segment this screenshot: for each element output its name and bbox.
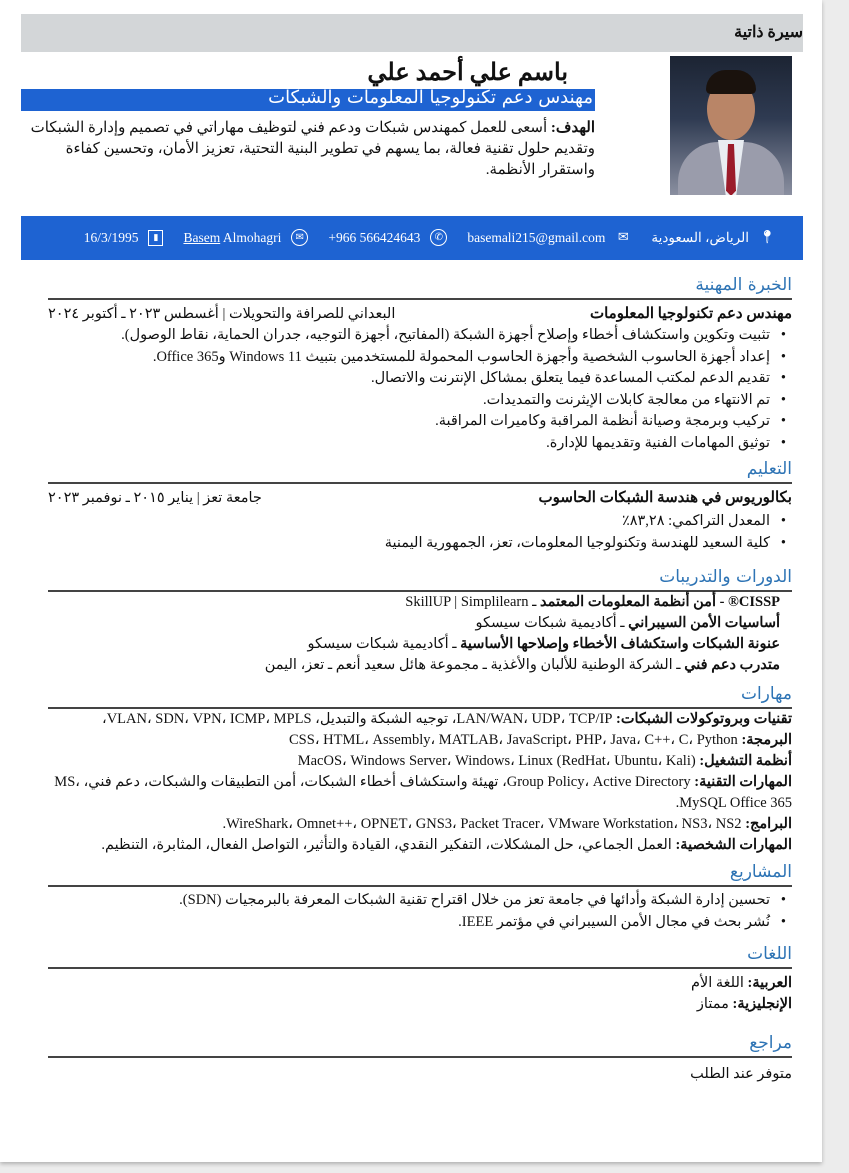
objective-label: الهدف: <box>550 120 595 136</box>
email[interactable]: basemali215@gmail.com <box>467 229 606 245</box>
birthdate: 16/3/1995 <box>83 229 139 245</box>
section-heading: المشاريع <box>729 862 792 882</box>
language-item: الإنجليزية: ممتاز <box>696 996 792 1012</box>
location: الرياض، السعودية <box>651 229 749 245</box>
course-item: متدرب دعم فني ـ الشركة الوطنية للألبان والأغذية ـ مجموعة هائل سعيد أنعم ـ تعز، اليمن <box>264 657 780 673</box>
education-section <box>48 458 792 554</box>
projects-section <box>48 861 792 933</box>
references-text: متوفر عند الطلب <box>690 1066 792 1082</box>
divider <box>48 482 792 484</box>
phone[interactable]: +966 566424643 <box>328 229 421 245</box>
envelope-icon: ✉ <box>617 229 629 245</box>
language-item: العربية: اللغة الأم <box>690 975 792 991</box>
location-pin-icon: 📍︎ <box>759 229 776 245</box>
list-item: • إعداد أجهزة الحاسوب الشخصية وأجهزة الحاسوب المحمولة للمستخدمين بتبيث Windows 11 وOffice 365. <box>48 347 770 369</box>
divider <box>48 298 792 300</box>
doc-header-bar <box>21 14 803 52</box>
skills-section <box>48 683 792 856</box>
section-heading: مراجع <box>749 1033 792 1053</box>
degree-header <box>48 487 792 509</box>
job-header <box>48 303 792 325</box>
education-bullets <box>48 511 792 554</box>
section-heading: الخبرة المهنية <box>695 275 792 295</box>
linkedin-link[interactable]: Basem Almohagri <box>183 229 282 245</box>
experience-section <box>48 274 792 454</box>
list-item: • تقديم الدعم لمكتب المساعدة فيما يتعلق بمشاكل الإنترنت والاتصال. <box>48 368 770 390</box>
course-item: CISSP® - أمن أنظمة المعلومات المعتمد ـ SkillUP | Simplilearn <box>405 594 780 610</box>
degree: بكالوريوس في هندسة الشبكات الحاسوب <box>538 490 792 506</box>
course-item: أساسيات الأمن السيبراني ـ أكاديمية شبكات سيسكو <box>475 615 780 631</box>
objective-text: أسعى للعمل كمهندس شبكات ودعم فني لتوظيف مهاراتي في تصميم وإدارة الشبكات وتقديم حلول تقنية فعالة، بما يسهم في تطوير البنية التحتية، تعزيز الأمان، وتحسين كفاءة واستقرار الأنظمة. <box>30 120 595 178</box>
list-item: • تثبيت وتكوين واستكشاف أخطاء وإصلاح أجهزة الشبكة (المفاتيح، أجهزة التوجيه، جدران الحماية، نقاط الوصول). <box>48 325 770 347</box>
section-heading: التعليم <box>746 459 792 479</box>
mail-circle-icon: ✉ <box>291 229 308 246</box>
languages-section <box>48 943 792 1015</box>
list-item: • المعدل التراكمي: ٨٣,٢٨٪ <box>48 511 770 533</box>
job-meta: البعداني للصرافة والتحويلات | أغسطس ٢٠٢٣ ـ أكتوبر ٢٠٢٤ <box>48 306 396 322</box>
references-section <box>48 1032 792 1085</box>
section-heading: مهارات <box>740 684 792 704</box>
profile-photo <box>670 56 792 195</box>
course-item: عنونة الشبكات واستكشاف الأخطاء وإصلاحها الأساسية ـ أكاديمية شبكات سيسكو <box>307 636 780 652</box>
job-title-bar <box>21 89 595 111</box>
job-title: مهندس دعم تكنولوجيا المعلومات والشبكات <box>268 87 593 108</box>
list-item: • تركيب وبرمجة وصيانة أنظمة المراقبة وكاميرات المراقبة. <box>48 411 770 433</box>
divider <box>48 1056 792 1058</box>
list-item: • تحسين إدارة الشبكة وأدائها في جامعة تعز من خلال اقتراح تقنية الشبكات المعرفة بالبرمجيات (SDN). <box>48 890 770 912</box>
calendar-icon: ▮ <box>148 230 163 246</box>
skill-item: أنظمة التشغيل: MacOS، Windows Server، Windows، Linux (RedHat، Ubuntu، Kali) <box>297 753 792 769</box>
list-item: • كلية السعيد للهندسة وتكنولوجيا المعلومات، تعز، الجمهورية اليمنية <box>48 533 770 555</box>
courses-section <box>48 566 792 676</box>
degree-meta: جامعة تعز | يناير ٢٠١٥ ـ نوفمبر ٢٠٢٣ <box>48 490 262 506</box>
project-bullets <box>48 890 792 933</box>
skill-item: تقنيات وبروتوكولات الشبكات: LAN/WAN، UDP، TCP/IP، توجيه الشبكة والتبديل، VLAN، SDN، VPN، ICMP، MPLS، <box>102 711 792 727</box>
skill-item: البرامج: WireShark، Omnet++، OPNET، GNS3، Packet Tracer، VMware Workstation، NS3، NS2. <box>222 816 792 832</box>
skill-item: المهارات الشخصية: العمل الجماعي، حل المشكلات، التفكير النقدي، القيادة والتأثير، التواصل الفعال، المثابرة، التنظيم. <box>101 837 792 853</box>
phone-icon: ✆ <box>430 229 447 246</box>
list-item: • نُشر بحث في مجال الأمن السيبراني في مؤتمر IEEE. <box>48 912 770 934</box>
job-bullets <box>48 325 792 454</box>
section-heading: الدورات والتدريبات <box>659 567 792 587</box>
list-item: • توثيق المهامات الفنية وتقديمها للإدارة. <box>48 433 770 455</box>
section-heading: اللغات <box>747 944 792 964</box>
doc-label: سيرة ذاتية <box>734 24 803 41</box>
skill-item: المهارات التقنية: Group Policy، Active Directory، تهيئة واستكشاف أخطاء الشبكات، أمن التطبيقات والشبكات، دعم فني، MS، MySQL Office 365. <box>54 774 792 811</box>
job-title: مهندس دعم تكنولوجيا المعلومات <box>589 306 792 322</box>
list-item: • تم الانتهاء من معالجة كابلات الإيثرنت والتمديدات. <box>48 390 770 412</box>
contact-bar <box>21 216 803 260</box>
candidate-name: باسم علي أحمد علي <box>367 60 568 86</box>
divider <box>48 967 792 969</box>
divider <box>48 885 792 887</box>
objective <box>21 118 595 181</box>
skill-item: البرمجة: CSS، HTML، Assembly، MATLAB، JavaScript، PHP، Java، C++، C، Python <box>289 732 792 748</box>
